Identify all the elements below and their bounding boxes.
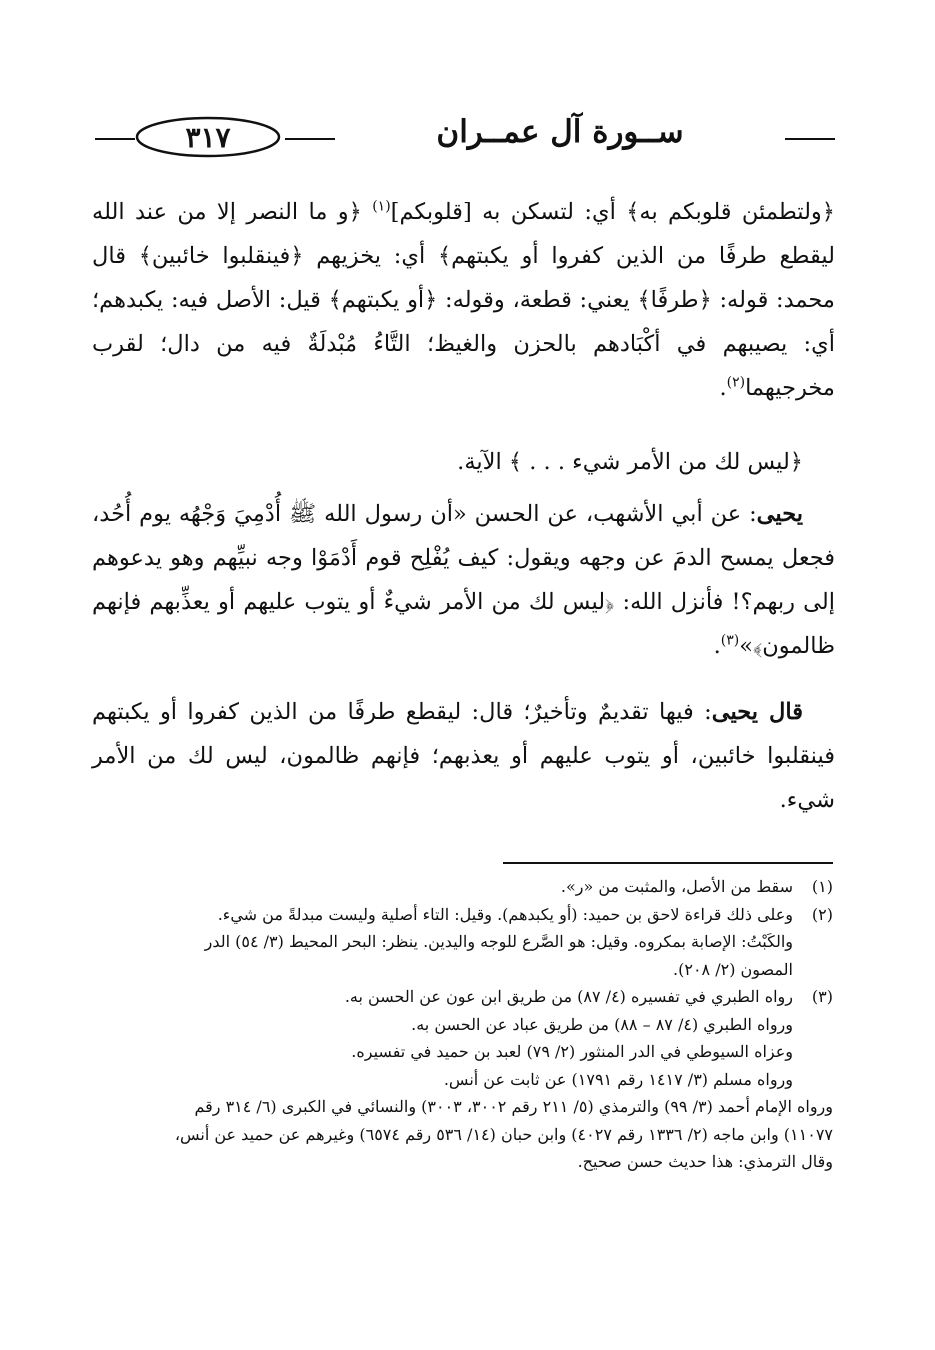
paragraph-2-text: ﴿ليس لك من الأمر شيء . . . ﴾ الآية. (457, 449, 803, 475)
footnote-separator (503, 862, 833, 864)
page-number: ٣١٧ (185, 121, 231, 154)
header-rule-left (95, 138, 135, 140)
paragraph-4 (92, 690, 835, 822)
footnote-3-line-1: رواه الطبري في تفسيره (٤/ ٨٧) من طريق ابن عون عن الحسن به. (344, 987, 793, 1006)
footnote-ref-3[interactable]: (٣) (720, 632, 740, 649)
paragraph-1-text-b: ﴿و ما النصر إلا من عند الله ليقطع طرفًا من الذين كفروا أو يكبتهم﴾ أي: يخزيهم ﴿فينقلبوا خائبين﴾ قال محمد: قوله: ﴿طرفًا﴾ يعني: قطعة، وقوله: ﴿أو يكبتهم﴾ قيل: الأصل فيه: يكبدهم؛ أي: يصيبهم في أكْبَادهم بالحزن والغيظ؛ التَّاءُ مُبْدلَةٌ فيه من دال؛ لقرب مخرجيهما (92, 199, 835, 401)
paragraph-4-text: : فيها تقديمٌ وتأخيرٌ؛ قال: ليقطع طرفًا من الذين كفروا أو يكبتهم فينقلبوا خائبين، أو يتوب عليهم أو يعذبهم؛ فإنهم ظالمون، ليس لك من الأمر شيء. (92, 699, 835, 813)
page-number-cartouche (133, 114, 283, 160)
footnote-2-line-2: والكَبْتُ: الإصابة بمكروه. وقيل: هو الصَّرع للوجه واليدين. ينظر: البحر المحيط (٣/ ٥٤) الدر المصون (٢/ ٢٠٨). (204, 932, 793, 979)
narrator-lead-2: قال يحيى (711, 699, 803, 725)
footnote-2 (150, 901, 833, 984)
surah-title: ســورة آل عمــران (436, 114, 684, 150)
footnote-3-line-5: ورواه الإمام أحمد (٣/ ٩٩) والترمذي (٥/ ٢١١ رقم ٣٠٠٢، ٣٠٠٣) والنسائي في الكبرى (٦/ ٣١٤ رقم ١١٠٧٧) وابن ماجه (٢/ ١٣٣٦ رقم ٤٠٢٧) وابن حبان (١٤/ ٥٣٦ رقم ٦٥٧٤) وغيرهم عن حميد عن أنس، وقال الترمذي: هذا حديث حسن صحيح. (174, 1097, 833, 1171)
footnotes (150, 873, 833, 1176)
narrator-lead: يحيى (756, 501, 803, 527)
paragraph-3-text-a: : عن أبي الأشهب، عن الحسن «أن رسول الله ﷺ أُدْمِيَ وَجْهُه يوم أُحُد، فجعل يمسح الدمَ عن وجهه ويقول: كيف يُفْلِح قوم أَدْمَوْا وجه نبيِّهم وهو يدعوهم إلى ربهم؟! فأنزل الله: ﴿ليس لك من الأمر شيءٌ أو يتوب عليهم أو يعذِّبهم فإنهم ظالمون﴾» (92, 501, 835, 659)
footnote-2-number: (٢) (811, 904, 833, 924)
paragraph-3 (92, 492, 835, 668)
running-header (95, 112, 835, 164)
paragraph-1 (92, 190, 835, 410)
footnote-1-line-1: سقط من الأصل، والمثبت من «ر». (560, 877, 793, 896)
paragraph-2-verse (92, 440, 835, 484)
footnote-3 (150, 983, 833, 1176)
footnote-3-line-3: وعزاه السيوطي في الدر المنثور (٢/ ٧٩) لعبد بن حميد في تفسيره. (351, 1042, 793, 1061)
footnote-3-number: (٣) (811, 987, 833, 1006)
paragraph-3-text-b: . (713, 633, 721, 659)
footnote-2-line-1: وعلى ذلك قراءة لاحق بن حميد: (أو يكبدهم). وقيل: التاء أصلية وليست مبدلةً من شيء. (217, 904, 793, 924)
paragraph-1-text-a: ﴿ولتطمئن قلوبكم به﴾ أي: لتسكن به [قلوبكم] (390, 199, 835, 225)
footnote-3-line-4: ورواه مسلم (٣/ ١٤١٧ رقم ١٧٩١) عن ثابت عن أنس. (443, 1069, 793, 1089)
header-rule-middle (285, 138, 335, 140)
paragraph-1-text-c: . (719, 375, 727, 401)
footnote-ref-1[interactable]: (١) (372, 198, 391, 215)
footnote-ref-2[interactable]: (٢) (726, 374, 746, 391)
footnote-3-line-2: ورواه الطبري (٤/ ٨٧ – ٨٨) من طريق عباد عن الحسن به. (411, 1014, 793, 1034)
footnote-1 (150, 873, 833, 901)
header-rule-right (785, 138, 835, 140)
footnote-1-number: (١) (811, 877, 833, 896)
